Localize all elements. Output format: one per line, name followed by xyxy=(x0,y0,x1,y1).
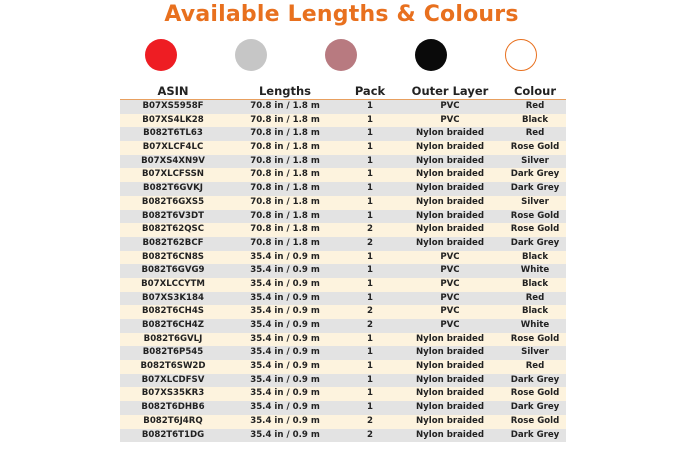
cell-outer-layer: Nylon braided xyxy=(415,333,485,344)
table-row xyxy=(120,168,566,182)
cell-outer-layer: PVC xyxy=(440,114,460,125)
cell-colour: Rose Gold xyxy=(510,142,560,153)
product-table xyxy=(120,83,566,442)
swatch-silver xyxy=(235,39,267,71)
cell-outer-layer: PVC xyxy=(440,265,460,276)
header-pack: Pack xyxy=(354,84,386,98)
cell-pack: 1 xyxy=(367,128,373,139)
cell-pack: 2 xyxy=(367,320,373,330)
cell-colour: Rose Gold xyxy=(510,333,560,344)
cell-colour: Red xyxy=(525,292,545,303)
cell-colour: Rose Gold xyxy=(510,388,560,399)
table-row xyxy=(120,237,566,251)
cell-asin: B07XS3K184 xyxy=(142,292,204,303)
cell-pack: 1 xyxy=(367,114,373,125)
cell-length: 35.4 in / 0.9 m xyxy=(250,306,320,317)
cell-colour: Black xyxy=(521,306,549,317)
cell-asin: B082T6CH4S xyxy=(142,306,204,317)
cell-asin: B07XS4LK28 xyxy=(142,114,204,125)
cell-length: 70.8 in / 1.8 m xyxy=(250,101,320,111)
table-row xyxy=(120,305,566,319)
cell-length: 70.8 in / 1.8 m xyxy=(250,128,320,139)
cell-length: 70.8 in / 1.8 m xyxy=(250,224,320,235)
table-row xyxy=(120,333,566,347)
header-asin: ASIN xyxy=(157,84,189,98)
cell-asin: B07XLCDFSV xyxy=(141,374,205,385)
cell-asin: B07XS35KR3 xyxy=(141,388,205,399)
cell-outer-layer: Nylon braided xyxy=(415,402,485,413)
cell-pack: 1 xyxy=(367,155,373,166)
table-header xyxy=(120,83,566,99)
table-row xyxy=(120,374,566,388)
cell-colour: Silver xyxy=(521,155,549,166)
cell-asin: B082T6GVG9 xyxy=(141,265,205,276)
cell-pack: 1 xyxy=(367,361,373,372)
cell-colour: Dark Grey xyxy=(510,374,560,385)
cell-length: 35.4 in / 0.9 m xyxy=(250,320,320,330)
cell-outer-layer: Nylon braided xyxy=(415,155,485,166)
cell-length: 35.4 in / 0.9 m xyxy=(250,374,320,385)
cell-colour: Silver xyxy=(521,347,549,358)
cell-pack: 1 xyxy=(367,292,373,303)
cell-outer-layer: Nylon braided xyxy=(415,128,485,139)
cell-pack: 1 xyxy=(367,333,373,344)
cell-colour: White xyxy=(520,265,550,276)
header-colour: Colour xyxy=(513,84,557,98)
cell-asin: B082T6DHB6 xyxy=(141,402,205,413)
table-row xyxy=(120,401,566,415)
cell-pack: 1 xyxy=(367,142,373,153)
cell-pack: 1 xyxy=(367,210,373,221)
table-row xyxy=(120,387,566,401)
cell-length: 35.4 in / 0.9 m xyxy=(250,388,320,399)
cell-outer-layer: Nylon braided xyxy=(415,169,485,180)
cell-colour: Black xyxy=(521,114,549,125)
cell-length: 70.8 in / 1.8 m xyxy=(250,155,320,166)
cell-length: 70.8 in / 1.8 m xyxy=(250,142,320,153)
cell-colour: Red xyxy=(525,361,545,372)
table-row xyxy=(120,100,566,114)
header-outer-layer: Outer Layer xyxy=(411,84,489,98)
cell-length: 70.8 in / 1.8 m xyxy=(250,196,320,207)
table-row xyxy=(120,182,566,196)
table-body xyxy=(120,100,566,442)
cell-outer-layer: Nylon braided xyxy=(415,347,485,358)
cell-colour: Dark Grey xyxy=(510,402,560,413)
cell-length: 35.4 in / 0.9 m xyxy=(250,292,320,303)
cell-asin: B082T6GVLJ xyxy=(143,333,203,344)
cell-length: 35.4 in / 0.9 m xyxy=(250,429,320,440)
cell-outer-layer: Nylon braided xyxy=(415,210,485,221)
cell-colour: Rose Gold xyxy=(510,224,560,235)
cell-asin: B082T6CH4Z xyxy=(141,320,205,330)
table-row xyxy=(120,346,566,360)
cell-asin: B082T6CN8S xyxy=(142,251,204,262)
cell-outer-layer: Nylon braided xyxy=(415,415,485,426)
cell-asin: B082T6GXS5 xyxy=(141,196,205,207)
cell-colour: Dark Grey xyxy=(510,429,560,440)
cell-pack: 2 xyxy=(367,237,373,248)
cell-asin: B082T62BCF xyxy=(142,237,204,248)
cell-pack: 1 xyxy=(367,101,373,111)
table-row xyxy=(120,127,566,141)
cell-pack: 1 xyxy=(367,278,373,289)
cell-length: 35.4 in / 0.9 m xyxy=(250,265,320,276)
table-row xyxy=(120,155,566,169)
header-lengths: Lengths xyxy=(258,84,312,98)
cell-asin: B07XLCF4LC xyxy=(142,142,204,153)
cell-asin: B082T6J4RQ xyxy=(143,415,203,426)
page-title: Available Lengths & Colours xyxy=(164,2,519,27)
table-row xyxy=(120,319,566,333)
cell-pack: 1 xyxy=(367,374,373,385)
cell-colour: White xyxy=(520,320,550,330)
table-row xyxy=(120,415,566,429)
cell-asin: B082T6T1DG xyxy=(141,429,205,440)
cell-asin: B082T6GVKJ xyxy=(143,183,203,194)
swatch-white xyxy=(505,39,537,71)
cell-outer-layer: Nylon braided xyxy=(415,237,485,248)
cell-outer-layer: PVC xyxy=(440,292,460,303)
cell-asin: B07XLCCYTM xyxy=(141,278,205,289)
cell-asin: B082T6V3DT xyxy=(142,210,204,221)
cell-asin: B082T6SW2D xyxy=(140,361,206,372)
cell-pack: 1 xyxy=(367,169,373,180)
table-row xyxy=(120,210,566,224)
table-row xyxy=(120,278,566,292)
cell-colour: Silver xyxy=(521,196,549,207)
cell-outer-layer: PVC xyxy=(440,101,460,111)
table-row xyxy=(120,196,566,210)
cell-asin: B07XS4XN9V xyxy=(141,155,205,166)
cell-outer-layer: Nylon braided xyxy=(415,361,485,372)
cell-colour: Rose Gold xyxy=(510,415,560,426)
table-row xyxy=(120,251,566,265)
cell-outer-layer: Nylon braided xyxy=(415,183,485,194)
cell-outer-layer: Nylon braided xyxy=(415,224,485,235)
cell-pack: 1 xyxy=(367,265,373,276)
swatch-red xyxy=(145,39,177,71)
cell-colour: Dark Grey xyxy=(510,237,560,248)
cell-pack: 1 xyxy=(367,183,373,194)
cell-colour: Dark Grey xyxy=(510,169,560,180)
cell-pack: 1 xyxy=(367,402,373,413)
table-row xyxy=(120,292,566,306)
cell-outer-layer: Nylon braided xyxy=(415,142,485,153)
cell-colour: Rose Gold xyxy=(510,210,560,221)
cell-colour: Red xyxy=(525,128,545,139)
cell-length: 35.4 in / 0.9 m xyxy=(250,361,320,372)
cell-pack: 2 xyxy=(367,429,373,440)
cell-outer-layer: PVC xyxy=(440,320,460,330)
cell-outer-layer: PVC xyxy=(440,306,460,317)
table-row xyxy=(120,429,566,443)
cell-length: 35.4 in / 0.9 m xyxy=(250,333,320,344)
table-row xyxy=(120,114,566,128)
cell-outer-layer: Nylon braided xyxy=(415,429,485,440)
cell-outer-layer: PVC xyxy=(440,251,460,262)
cell-asin: B082T6P545 xyxy=(142,347,204,358)
cell-length: 35.4 in / 0.9 m xyxy=(250,278,320,289)
cell-outer-layer: Nylon braided xyxy=(415,388,485,399)
cell-pack: 2 xyxy=(367,224,373,235)
cell-colour: Dark Grey xyxy=(510,183,560,194)
table-row xyxy=(120,264,566,278)
cell-outer-layer: Nylon braided xyxy=(415,374,485,385)
cell-pack: 1 xyxy=(367,251,373,262)
cell-pack: 1 xyxy=(367,196,373,207)
cell-length: 70.8 in / 1.8 m xyxy=(250,169,320,180)
cell-length: 70.8 in / 1.8 m xyxy=(250,210,320,221)
cell-colour: Red xyxy=(525,101,545,111)
cell-colour: Black xyxy=(521,251,549,262)
cell-length: 35.4 in / 0.9 m xyxy=(250,347,320,358)
colour-swatches xyxy=(0,38,683,72)
cell-colour: Black xyxy=(521,278,549,289)
cell-asin: B082T6TL63 xyxy=(143,128,203,139)
cell-length: 70.8 in / 1.8 m xyxy=(250,183,320,194)
table-row xyxy=(120,360,566,374)
cell-length: 35.4 in / 0.9 m xyxy=(250,415,320,426)
cell-asin: B082T62QSC xyxy=(141,224,205,235)
cell-length: 35.4 in / 0.9 m xyxy=(250,402,320,413)
cell-length: 70.8 in / 1.8 m xyxy=(250,237,320,248)
table-row xyxy=(120,141,566,155)
swatch-rose-gold xyxy=(325,39,357,71)
cell-outer-layer: PVC xyxy=(440,278,460,289)
cell-asin: B07XS5958F xyxy=(142,101,204,111)
cell-pack: 1 xyxy=(367,347,373,358)
cell-length: 70.8 in / 1.8 m xyxy=(250,114,320,125)
cell-pack: 2 xyxy=(367,306,373,317)
swatch-black xyxy=(415,39,447,71)
cell-asin: B07XLCFSSN xyxy=(142,169,204,180)
cell-pack: 2 xyxy=(367,415,373,426)
table-row xyxy=(120,223,566,237)
cell-outer-layer: Nylon braided xyxy=(415,196,485,207)
cell-pack: 1 xyxy=(367,388,373,399)
cell-length: 35.4 in / 0.9 m xyxy=(250,251,320,262)
